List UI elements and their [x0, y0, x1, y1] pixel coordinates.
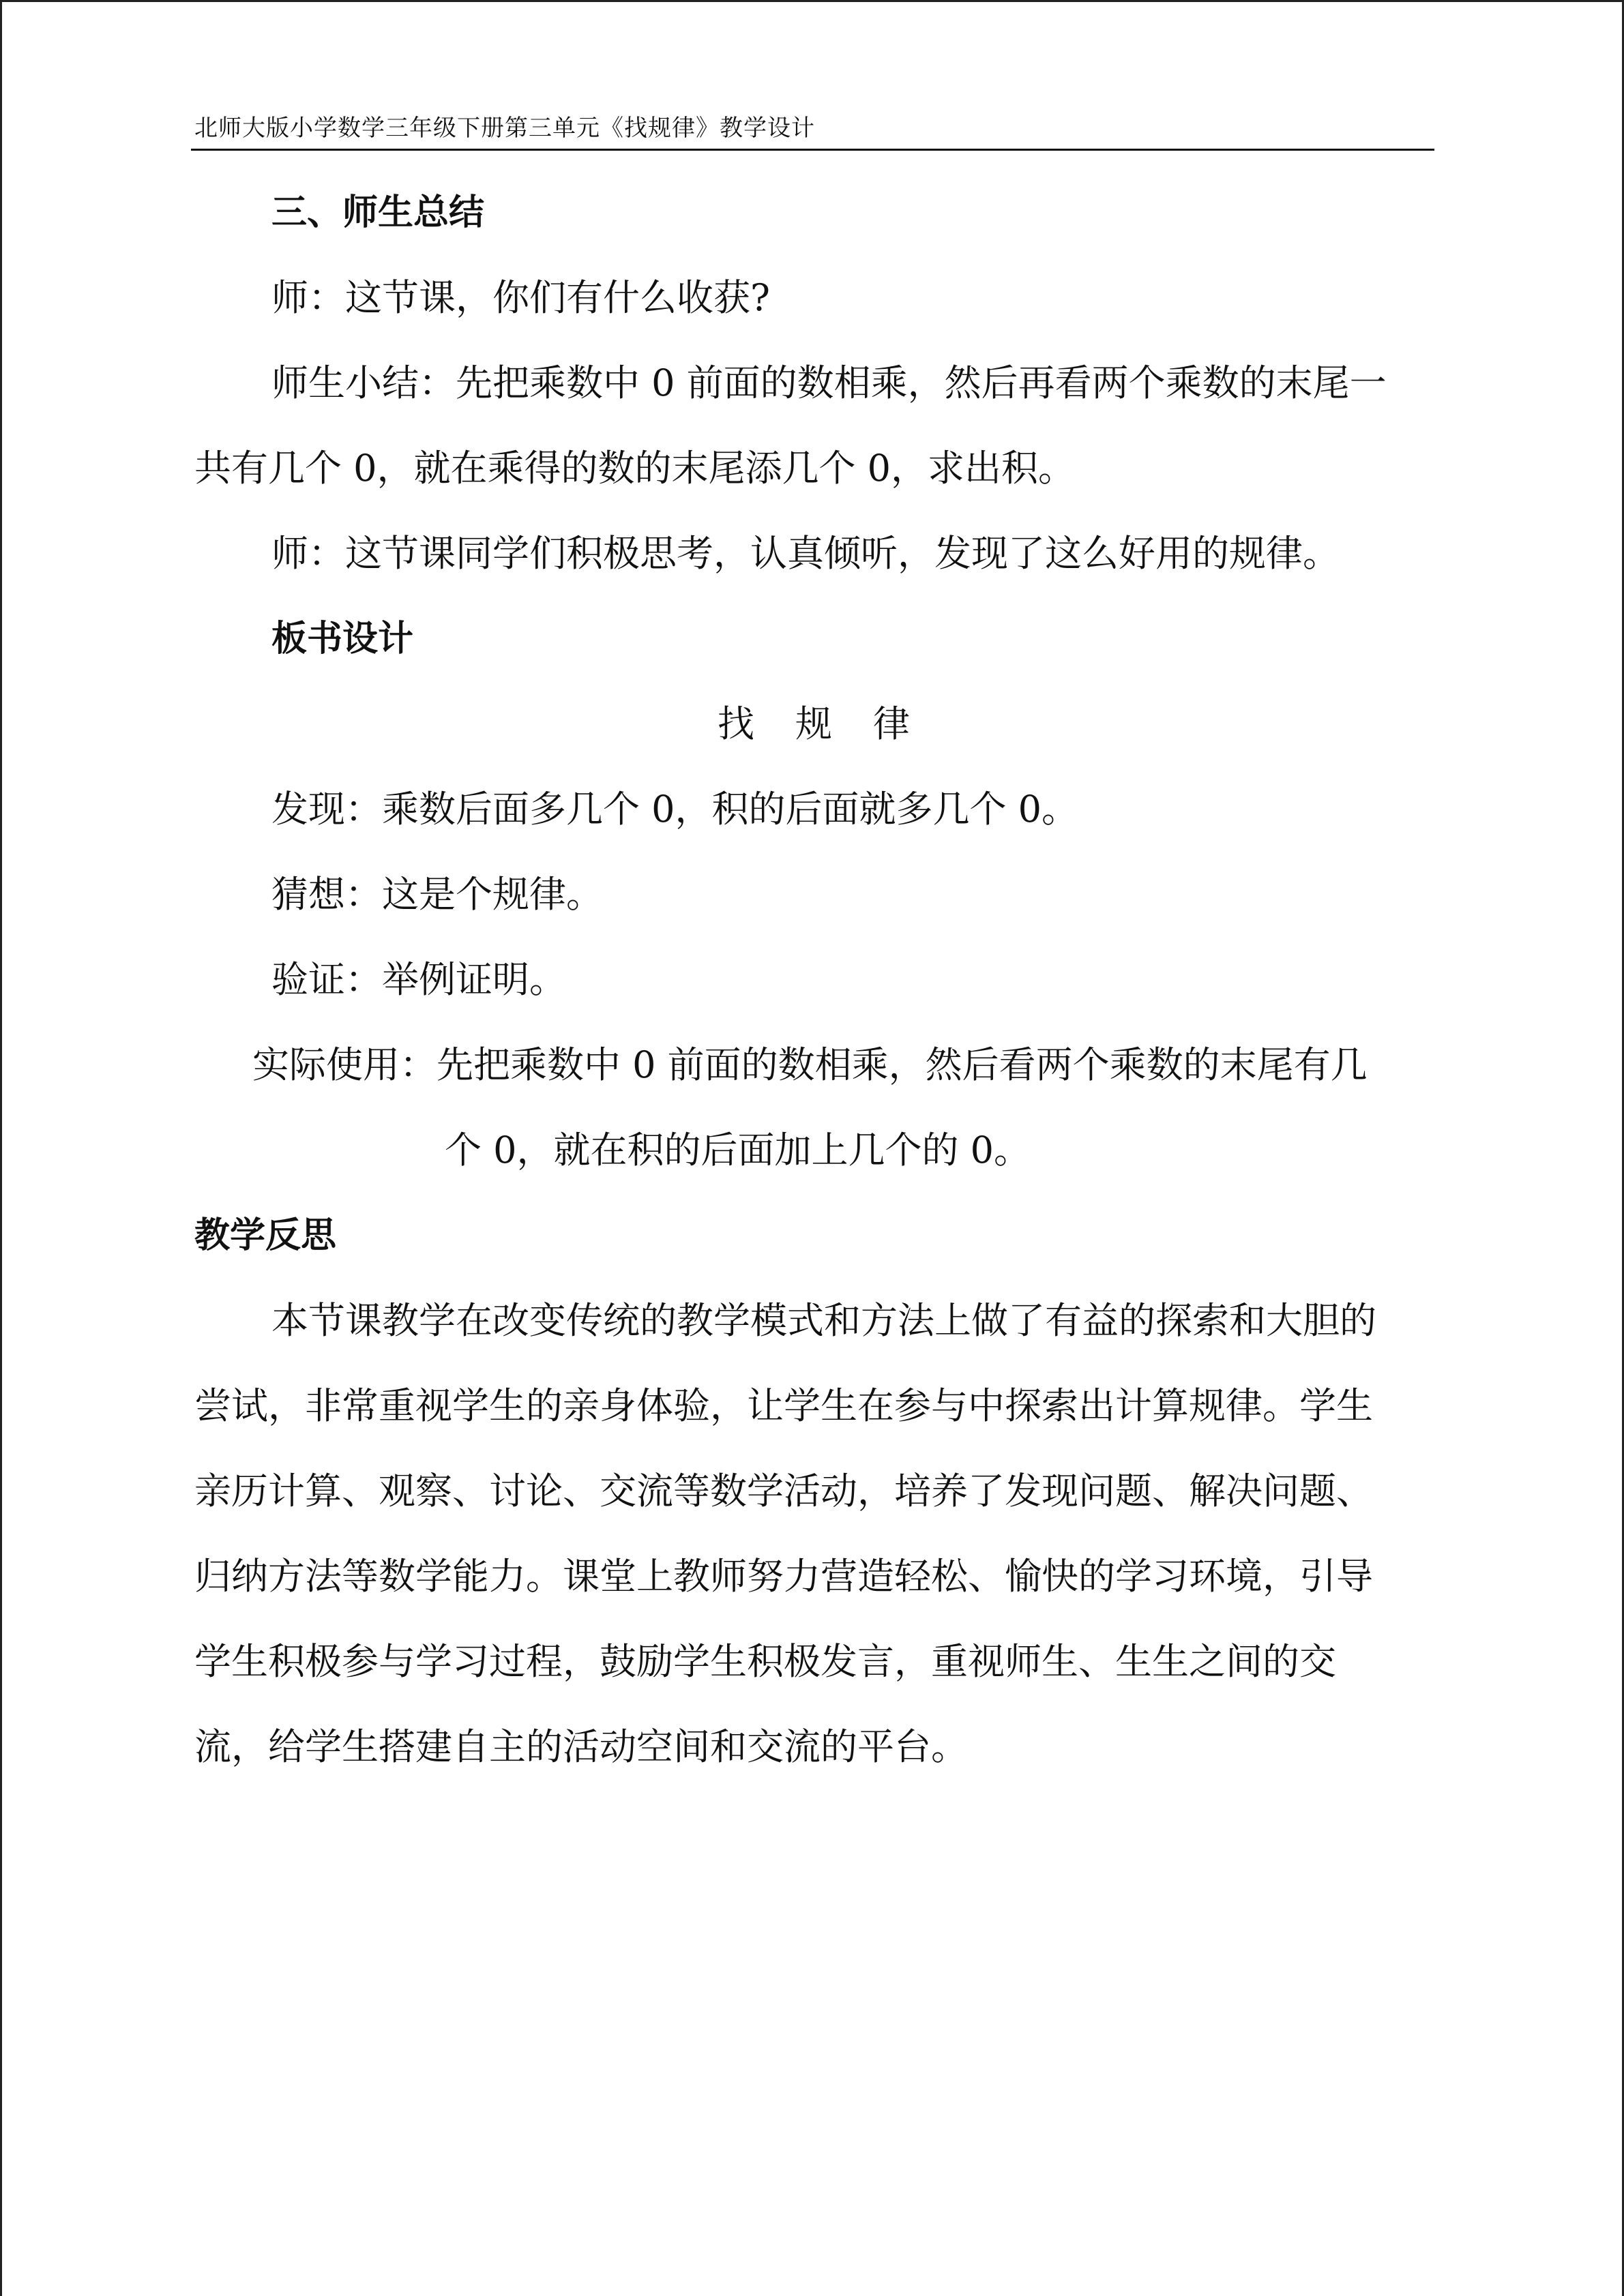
header-rule: [191, 149, 1434, 151]
summary-line-1: 师生小结：先把乘数中 0 前面的数相乘，然后再看两个乘数的末尾一: [271, 361, 1387, 404]
board-discovery: 发现：乘数后面多几个 0，积的后面就多几个 0。: [271, 788, 1079, 831]
section-heading-reflection: 教学反思: [194, 1215, 337, 1256]
reflection-line: 尝试，非常重视学生的亲身体验，让学生在参与中探索出计算规律。学生: [194, 1384, 1373, 1427]
reflection-line: 归纳方法等数学能力。课堂上教师努力营造轻松、愉快的学习环境，引导: [194, 1555, 1373, 1598]
teacher-question: 师：这节课，你们有什么收获?: [271, 276, 770, 319]
board-title: 找规律: [718, 702, 951, 745]
section-heading-board: 板书设计: [271, 618, 414, 659]
reflection-line: 亲历计算、观察、讨论、交流等数学活动，培养了发现问题、解决问题、: [194, 1470, 1373, 1512]
summary-line-2: 共有几个 0，就在乘得的数的末尾添几个 0，求出积。: [194, 447, 1076, 490]
reflection-line: 本节课教学在改变传统的教学模式和方法上做了有益的探索和大胆的: [271, 1299, 1376, 1342]
board-usage-line-1: 实际使用：先把乘数中 0 前面的数相乘，然后看两个乘数的末尾有几: [252, 1043, 1368, 1086]
board-verification: 验证：举例证明。: [271, 958, 566, 1001]
section-heading-summary: 三、师生总结: [271, 192, 485, 233]
reflection-line: 流，给学生搭建自主的活动空间和交流的平台。: [194, 1725, 968, 1768]
board-conjecture: 猜想：这是个规律。: [271, 873, 603, 916]
page-header: 北师大版小学数学三年级下册第三单元《找规律》教学设计: [194, 115, 815, 142]
teacher-closing: 师：这节课同学们积极思考，认真倾听，发现了这么好用的规律。: [271, 532, 1340, 575]
reflection-line: 学生积极参与学习过程，鼓励学生积极发言，重视师生、生生之间的交: [194, 1640, 1336, 1683]
board-usage-line-2: 个 0，就在积的后面加上几个的 0。: [445, 1129, 1031, 1172]
